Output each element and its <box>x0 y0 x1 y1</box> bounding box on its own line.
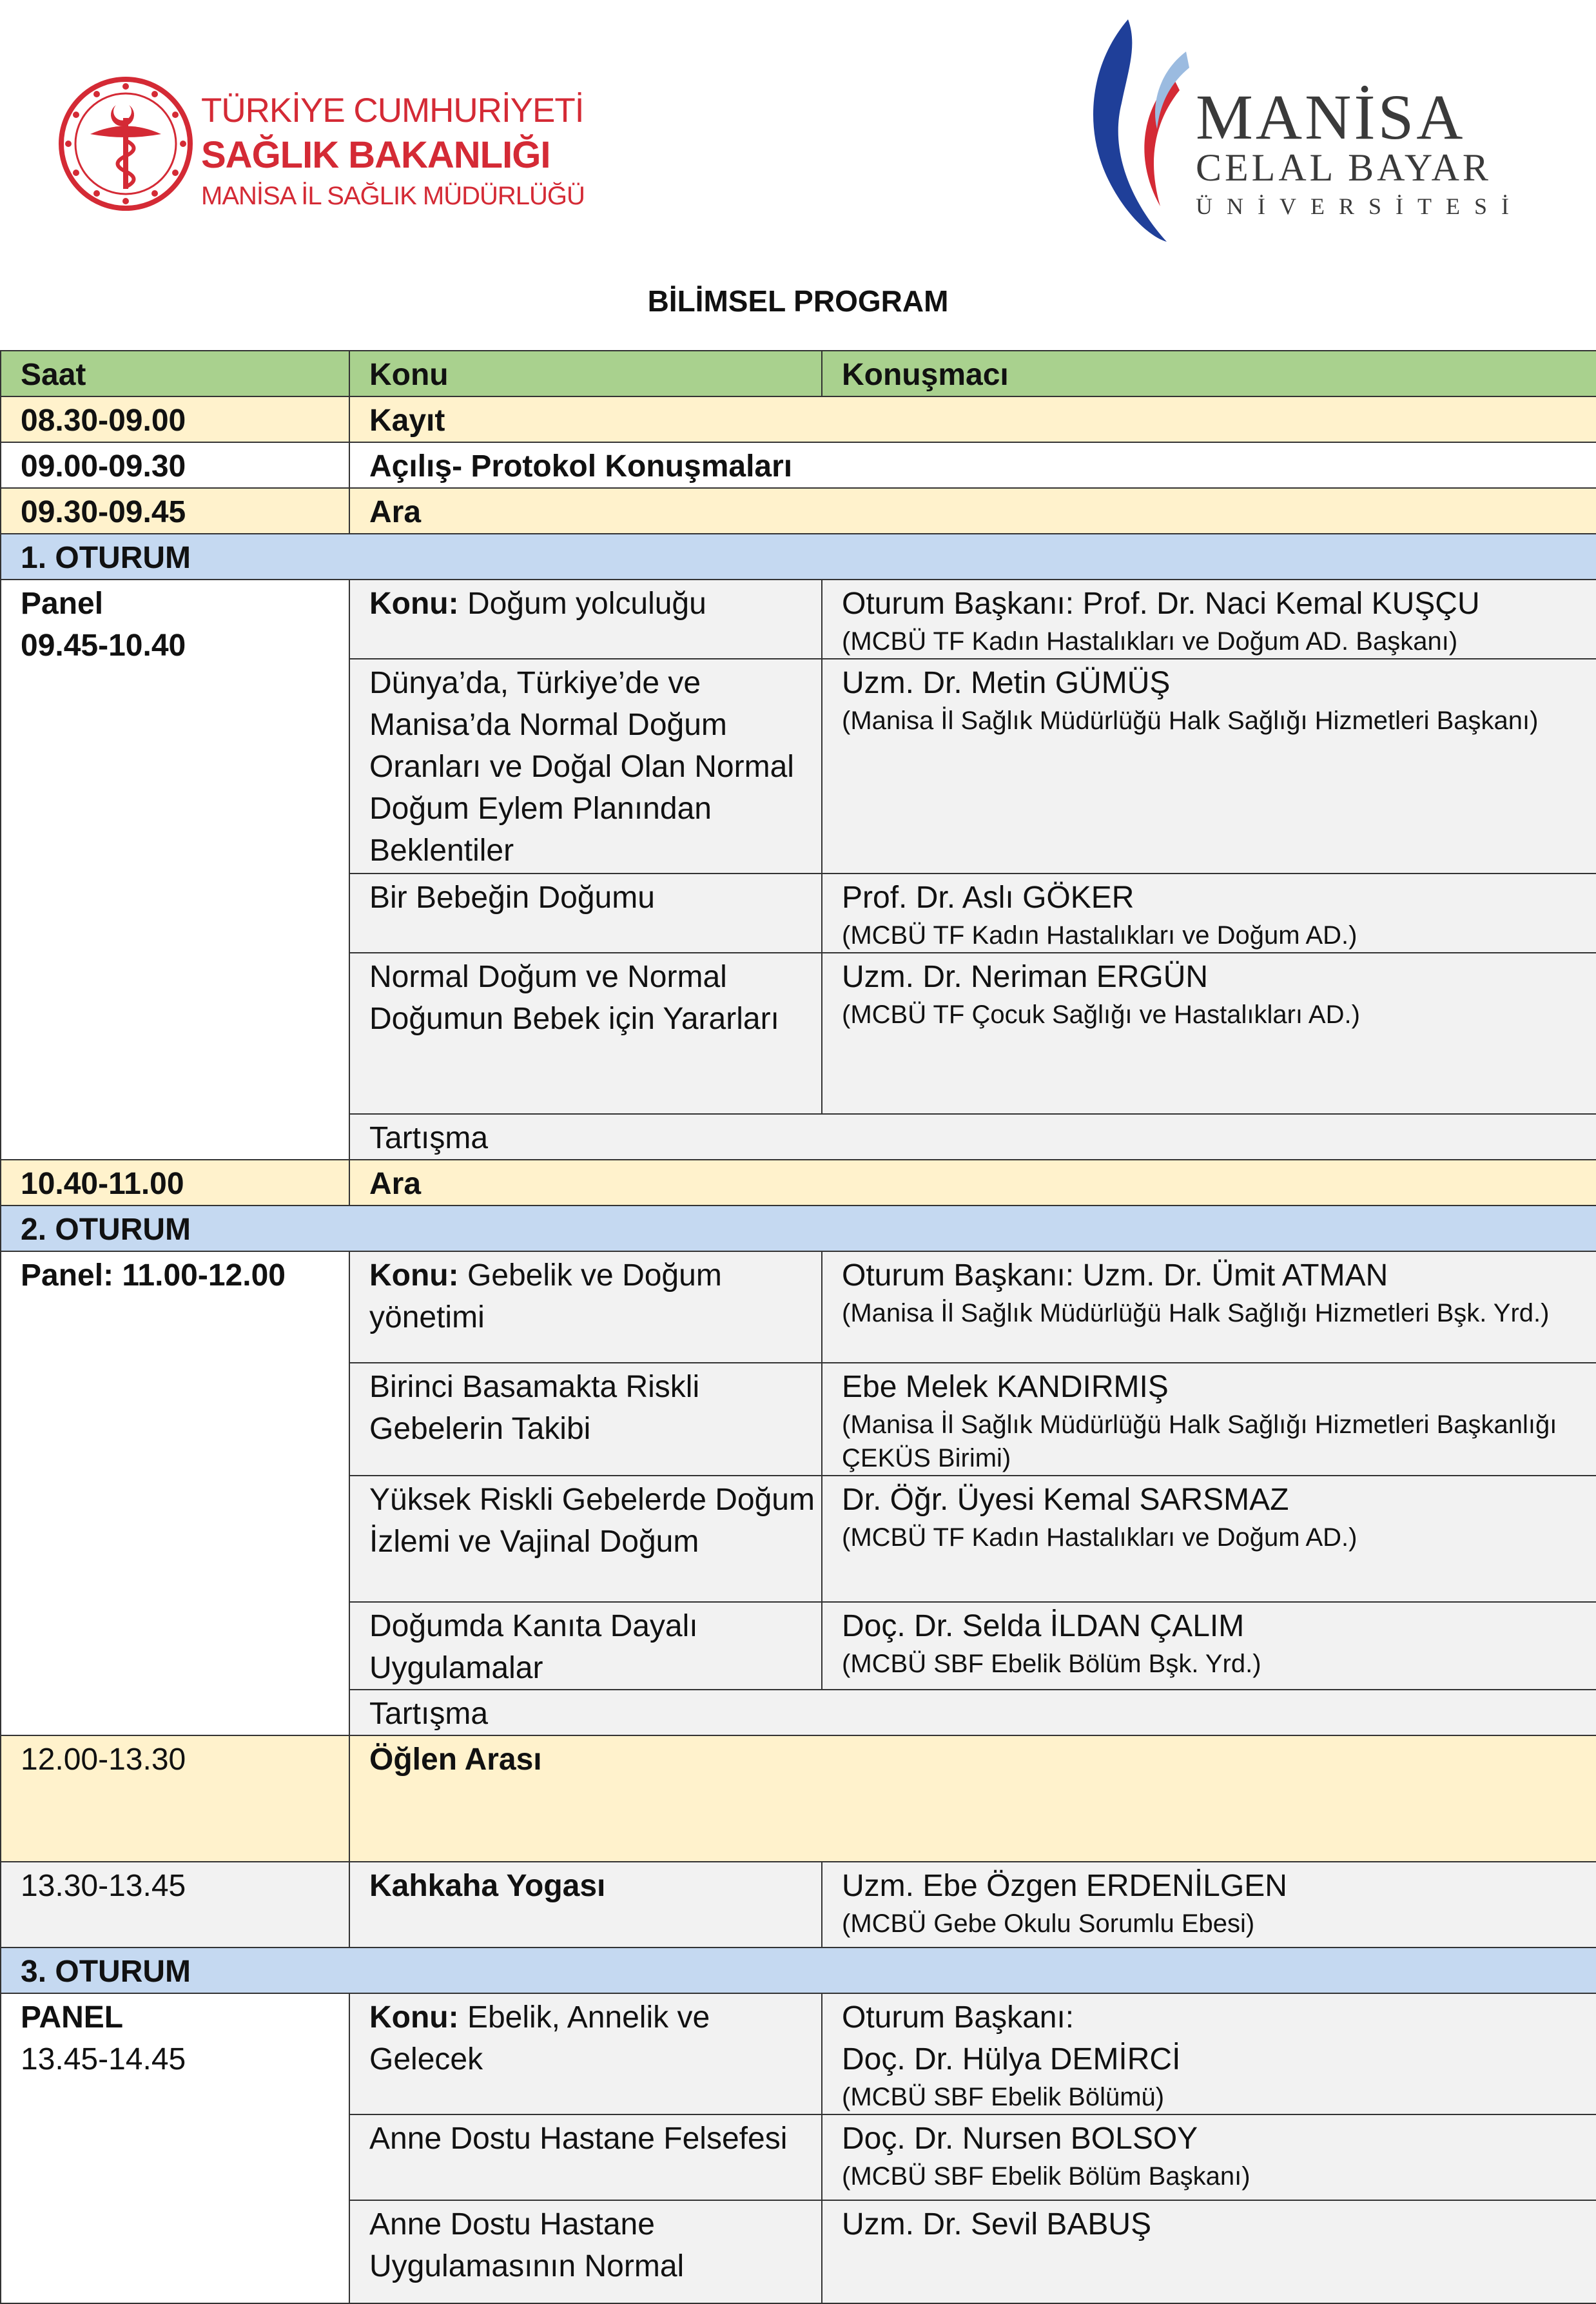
break-label: Ara <box>349 488 1596 534</box>
university-logo-text <box>1196 81 1523 219</box>
session1-panel-cell <box>1 580 349 1160</box>
session1-chair-affil: (MCBÜ TF Kadın Hastalıkları ve Doğum AD. Başkanı) <box>842 627 1458 656</box>
session3-topic: Ebelik, Annelik ve Gelecek <box>369 2000 710 2076</box>
yoga-speaker: Uzm. Ebe Özgen ERDENİLGEN <box>842 1869 1287 1903</box>
session3-talk2-topic: Anne Dostu Hastane Uygulamasının Normal <box>349 2200 822 2303</box>
session2-chair-row <box>1 1251 1596 1363</box>
session3-title: 3. OTURUM <box>1 1948 1596 1993</box>
page-title: BİLİMSEL PROGRAM <box>647 284 949 318</box>
yoga-row <box>1 1862 1596 1948</box>
yoga-time: 13.30-13.45 <box>1 1862 349 1948</box>
session3-topic-cell <box>349 1993 822 2114</box>
column-header-speaker: Konuşmacı <box>822 351 1596 396</box>
session1-talk2-speaker-cell <box>822 874 1596 953</box>
ministry-logo-line2: SAĞLIK BAKANLIĞI <box>201 134 550 176</box>
yoga-speaker-cell <box>822 1862 1596 1948</box>
yoga-label: Kahkaha Yogası <box>349 1862 822 1948</box>
column-header-topic: Konu <box>349 351 822 396</box>
session1-topic-cell <box>349 580 822 659</box>
session3-chair-affil: (MCBÜ SBF Ebelik Bölümü) <box>842 2083 1165 2111</box>
opening-row <box>1 442 1596 488</box>
university-logo-line3: ÜNİVERSİTESİ <box>1196 193 1523 219</box>
opening-label: Açılış- Protokol Konuşmaları <box>349 442 1596 488</box>
session1-topic-prefix: Konu: <box>369 587 459 621</box>
session3-talk1-speaker: Doç. Dr. Nursen BOLSOY <box>842 2122 1198 2156</box>
opening-time: 09.00-09.30 <box>1 442 349 488</box>
ministry-logo-line1: TÜRKİYE CUMHURİYETİ <box>201 92 584 130</box>
session2-talk1-topic: Birinci Basamakta Riskli Gebelerin Takibi <box>349 1363 822 1476</box>
session1-title: 1. OTURUM <box>1 534 1596 580</box>
university-logo <box>1083 13 1192 248</box>
lunch-row <box>1 1735 1596 1862</box>
session2-talk2-topic: Yüksek Riskli Gebelerde Doğum İzlemi ve Vajinal Doğum <box>349 1476 822 1602</box>
session1-topic: Doğum yolculuğu <box>458 587 706 621</box>
session3-title-row <box>1 1948 1596 1993</box>
session1-talk3-speaker: Uzm. Dr. Neriman ERGÜN <box>842 960 1209 994</box>
yoga-affil: (MCBÜ Gebe Okulu Sorumlu Ebesi) <box>842 1909 1255 1938</box>
session2-title-row <box>1 1206 1596 1251</box>
session2-talk1-speaker: Ebe Melek KANDIRMIŞ <box>842 1370 1169 1404</box>
session3-topic-prefix: Konu: <box>369 2000 459 2035</box>
registration-label: Kayıt <box>349 396 1596 442</box>
session2-talk2-affil: (MCBÜ TF Kadın Hastalıkları ve Doğum AD.) <box>842 1523 1358 1552</box>
session2-discussion: Tartışma <box>349 1690 1596 1735</box>
break-row <box>1 1160 1596 1206</box>
session3-talk1-speaker-cell <box>822 2114 1596 2200</box>
session1-chair-cell <box>822 580 1596 659</box>
session2-title: 2. OTURUM <box>1 1206 1596 1251</box>
session2-talk3-topic: Doğumda Kanıta Dayalı Uygulamalar <box>349 1602 822 1690</box>
session2-talk1-affil: (Manisa İl Sağlık Müdürlüğü Halk Sağlığı Hizmetleri Başkanlığı ÇEKÜS Birimi) <box>842 1411 1557 1472</box>
session1-title-row <box>1 534 1596 580</box>
session1-chair: Oturum Başkanı: Prof. Dr. Naci Kemal KUŞÇU <box>842 587 1480 621</box>
session2-talk3-speaker: Doç. Dr. Selda İLDAN ÇALIM <box>842 1609 1245 1643</box>
registration-time: 08.30-09.00 <box>1 396 349 442</box>
session2-talk3-speaker-cell <box>822 1602 1596 1690</box>
break2-time: 10.40-11.00 <box>1 1160 349 1206</box>
ministry-logo-line3: MANİSA İL SAĞLIK MÜDÜRLÜĞÜ <box>201 182 585 210</box>
session1-talk1-affil: (Manisa İl Sağlık Müdürlüğü Halk Sağlığı Hizmetleri Başkanı) <box>842 707 1539 735</box>
session1-talk2-affil: (MCBÜ TF Kadın Hastalıkları ve Doğum AD.) <box>842 921 1358 950</box>
session2-topic: Gebelik ve Doğum yönetimi <box>369 1258 722 1334</box>
session1-panel-label: Panel <box>21 587 104 621</box>
registration-row <box>1 396 1596 442</box>
session1-chair-row <box>1 580 1596 659</box>
session3-talk2-speaker: Uzm. Dr. Sevil BABUŞ <box>842 2207 1152 2241</box>
university-logo-line2: CELAL BAYAR <box>1196 146 1492 189</box>
document-header <box>0 0 1596 318</box>
session2-chair: Oturum Başkanı: Uzm. Dr. Ümit ATMAN <box>842 1258 1388 1293</box>
program-table-container <box>0 350 1596 2304</box>
session1-talk1-speaker-cell <box>822 659 1596 874</box>
session3-talk2-speaker-cell <box>822 2200 1596 2303</box>
session2-talk1-speaker-cell <box>822 1363 1596 1476</box>
session1-talk3-topic: Normal Doğum ve Normal Doğumun Bebek için Yararları <box>349 953 822 1114</box>
university-flame-icon <box>1083 13 1192 245</box>
lunch-label: Öğlen Arası <box>349 1735 1596 1862</box>
session1-talk3-affil: (MCBÜ TF Çocuk Sağlığı ve Hastalıkları AD.) <box>842 1001 1360 1029</box>
table-header-row <box>1 351 1596 396</box>
ministry-logo-text <box>201 93 585 209</box>
session3-chair-row <box>1 1993 1596 2114</box>
session2-topic-prefix: Konu: <box>369 1258 459 1293</box>
session3-talk1-affil: (MCBÜ SBF Ebelik Bölüm Başkanı) <box>842 2162 1251 2191</box>
session3-chair-cell <box>822 1993 1596 2114</box>
university-logo-line1: MANİSA <box>1196 81 1466 153</box>
session3-panel-label: PANEL <box>21 2000 124 2035</box>
ministry-of-health-logo <box>58 44 193 247</box>
session2-talk2-speaker-cell <box>822 1476 1596 1602</box>
session1-discussion: Tartışma <box>349 1114 1596 1160</box>
session3-panel-cell <box>1 1993 349 2303</box>
session2-panel-cell <box>1 1251 349 1735</box>
session1-talk2-topic: Bir Bebeğin Doğumu <box>349 874 822 953</box>
session3-panel-time: 13.45-14.45 <box>21 2042 186 2076</box>
break-time: 09.30-09.45 <box>1 488 349 534</box>
session2-chair-affil: (Manisa İl Sağlık Müdürlüğü Halk Sağlığı Hizmetleri Bşk. Yrd.) <box>842 1299 1550 1327</box>
session2-panel-label: Panel: 11.00-12.00 <box>21 1258 286 1293</box>
session3-talk1-topic: Anne Dostu Hastane Felsefesi <box>349 2114 822 2200</box>
session2-talk3-affil: (MCBÜ SBF Ebelik Bölüm Bşk. Yrd.) <box>842 1650 1261 1678</box>
session1-talk1-speaker: Uzm. Dr. Metin GÜMÜŞ <box>842 666 1171 700</box>
break-row <box>1 488 1596 534</box>
session3-chair-line2: Doç. Dr. Hülya DEMİRCİ <box>842 2042 1181 2076</box>
break2-label: Ara <box>349 1160 1596 1206</box>
session1-talk3-speaker-cell <box>822 953 1596 1114</box>
session1-talk2-speaker: Prof. Dr. Aslı GÖKER <box>842 881 1134 915</box>
column-header-time: Saat <box>1 351 349 396</box>
session2-topic-cell <box>349 1251 822 1363</box>
ministry-emblem-icon <box>58 44 193 244</box>
session2-chair-cell <box>822 1251 1596 1363</box>
session2-talk2-speaker: Dr. Öğr. Üyesi Kemal SARSMAZ <box>842 1483 1289 1517</box>
program-table <box>0 350 1596 2304</box>
session1-panel-time: 09.45-10.40 <box>21 629 186 663</box>
session1-talk1-topic: Dünya’da, Türkiye’de ve Manisa’da Normal Doğum Oranları ve Doğal Olan Normal Doğum Eylem Planından Beklentiler <box>349 659 822 874</box>
lunch-time: 12.00-13.30 <box>1 1735 349 1862</box>
session3-chair-line1: Oturum Başkanı: <box>842 2000 1075 2035</box>
